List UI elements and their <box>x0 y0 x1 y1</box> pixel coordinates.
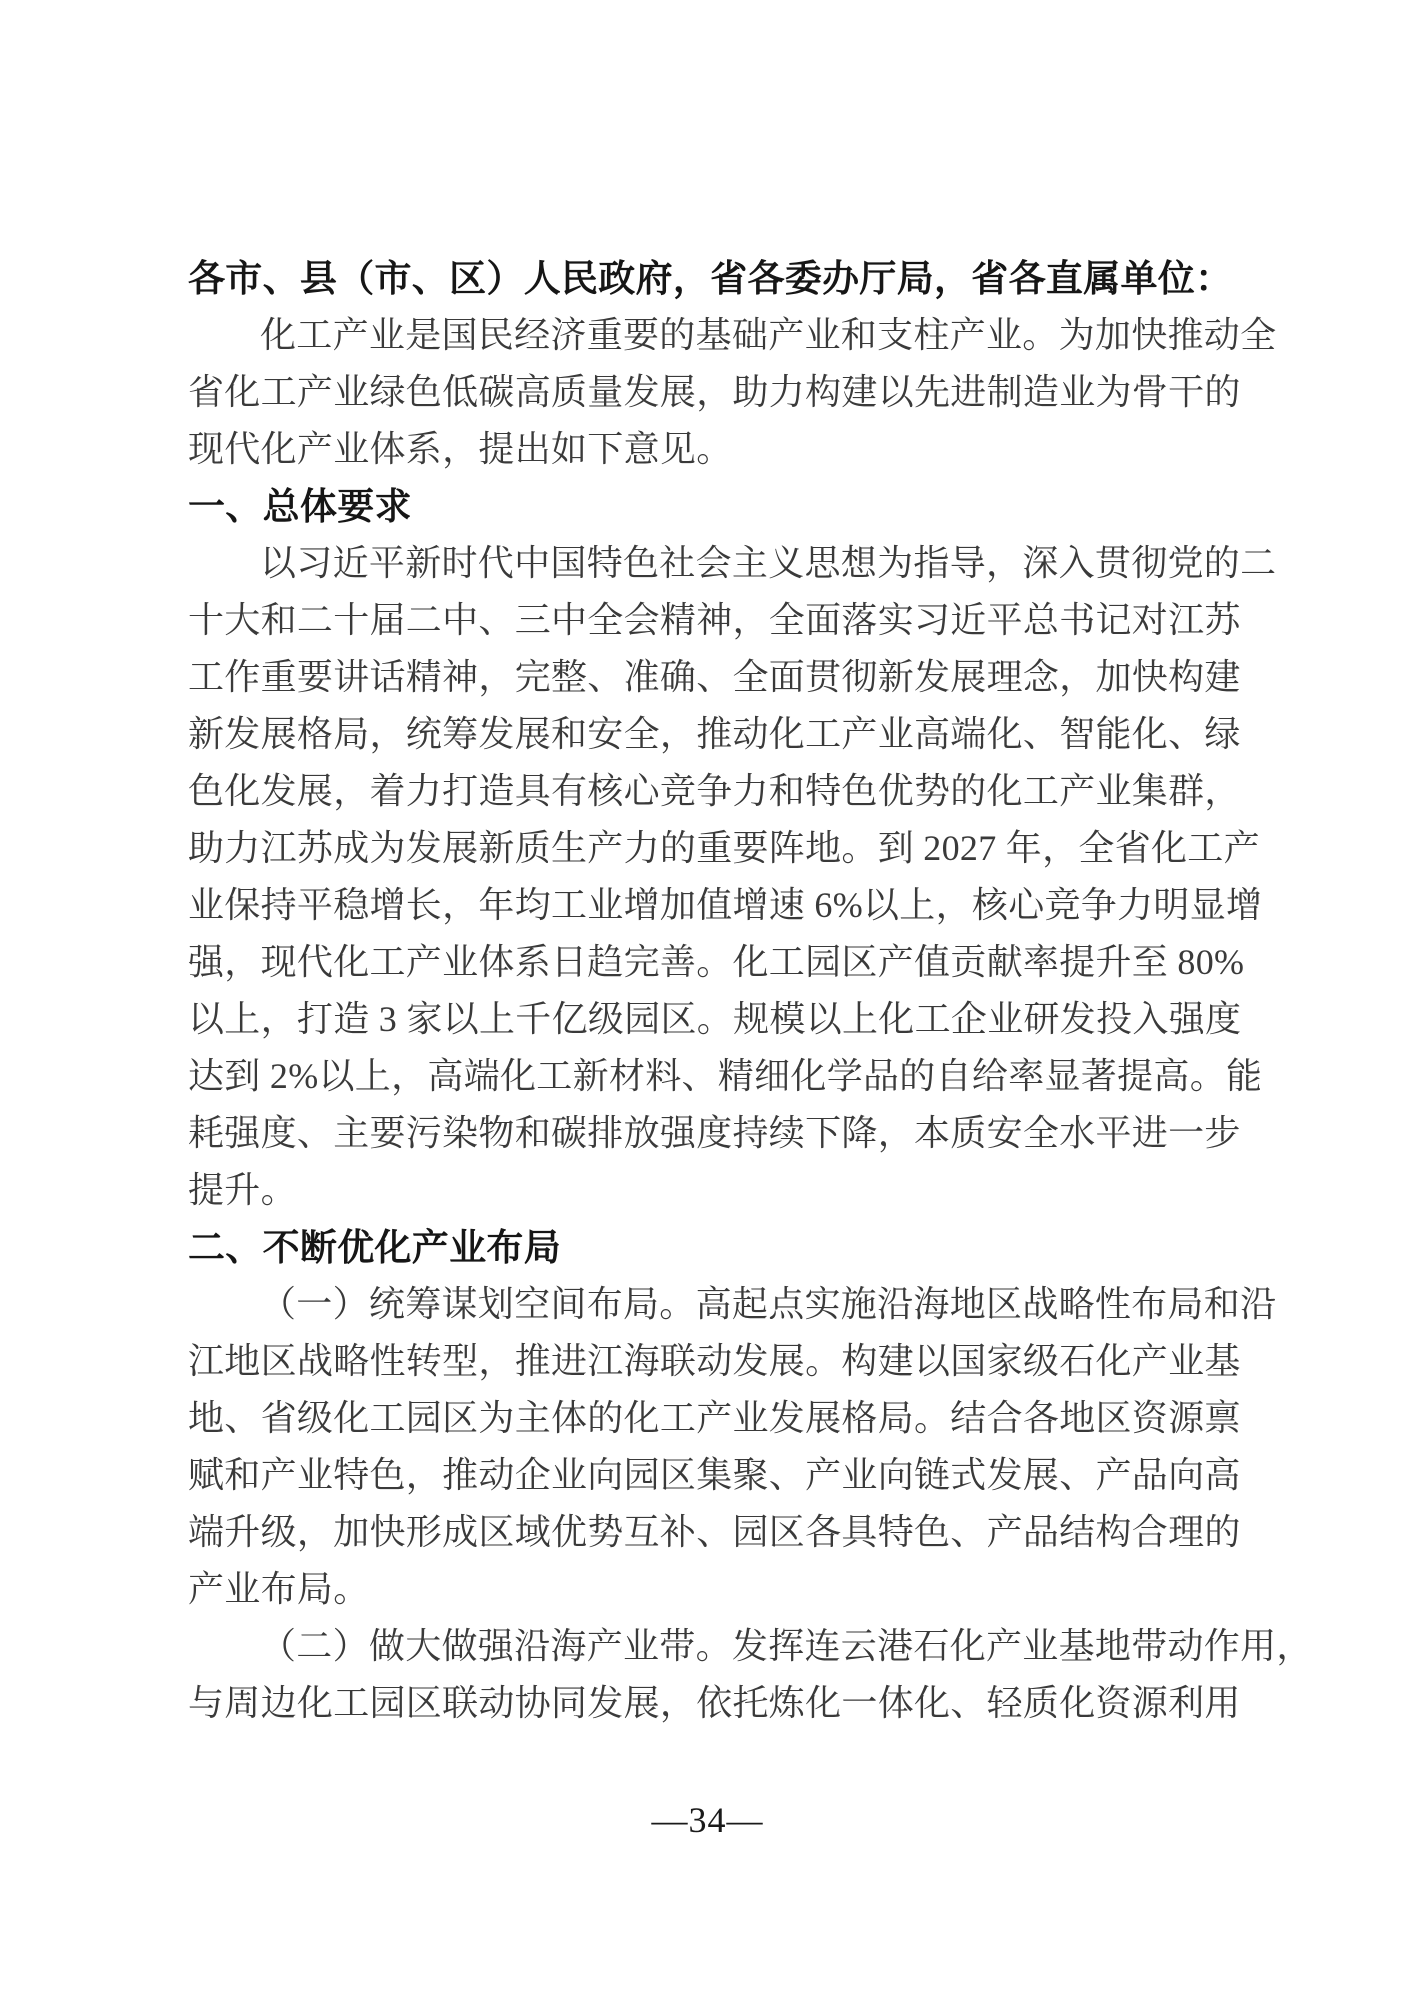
text-line: 各市、县（市、区）人民政府，省各委办厅局，省各直属单位： <box>188 258 1233 299</box>
text-line: 产业布局。 <box>188 1569 370 1609</box>
page-number: —34— <box>651 1800 764 1840</box>
text-line: 赋和产业特色，推动企业向园区集聚、产业向链式发展、产品向高 <box>188 1455 1241 1495</box>
text-line: 地、省级化工园区为主体的化工产业发展格局。结合各地区资源禀 <box>188 1398 1241 1438</box>
text-line: 现代化产业体系，提出如下意见。 <box>188 429 733 469</box>
text-line: 提升。 <box>188 1170 297 1210</box>
text-line: 以上，打造 3 家以上千亿级园区。规模以上化工企业研发投入强度 <box>188 999 1242 1039</box>
text-line: 达到 2%以上，高端化工新材料、精细化学品的自给率显著提高。能 <box>188 1056 1263 1096</box>
text-line: （二）做大做强沿海产业带。发挥连云港石化产业基地带动作用， <box>260 1626 1313 1666</box>
text-line: 助力江苏成为发展新质生产力的重要阵地。到 2027 年，全省化工产 <box>188 828 1260 868</box>
text-line: 一、总体要求 <box>188 486 412 527</box>
document-text-block <box>188 250 1313 1732</box>
text-line: 新发展格局，统筹发展和安全，推动化工产业高端化、智能化、绿 <box>188 714 1241 754</box>
text-line: 耗强度、主要污染物和碳排放强度持续下降，本质安全水平进一步 <box>188 1113 1241 1153</box>
text-line: 以习近平新时代中国特色社会主义思想为指导，深入贯彻党的二 <box>260 543 1277 583</box>
text-line: （一）统筹谋划空间布局。高起点实施沿海地区战略性布局和沿 <box>260 1284 1277 1324</box>
text-line: 业保持平稳增长，年均工业增加值增速 6%以上，核心竞争力明显增 <box>188 885 1263 925</box>
text-line: 江地区战略性转型，推进江海联动发展。构建以国家级石化产业基 <box>188 1341 1241 1381</box>
text-line: 工作重要讲话精神，完整、准确、全面贯彻新发展理念，加快构建 <box>188 657 1241 697</box>
text-line: 端升级，加快形成区域优势互补、园区各具特色、产品结构合理的 <box>188 1512 1241 1552</box>
text-line: 二、不断优化产业布局 <box>188 1227 561 1268</box>
text-line: 色化发展，着力打造具有核心竞争力和特色优势的化工产业集群， <box>188 771 1241 811</box>
text-line: 十大和二十届二中、三中全会精神，全面落实习近平总书记对江苏 <box>188 600 1241 640</box>
text-line: 强，现代化工产业体系日趋完善。化工园区产值贡献率提升至 80% <box>188 942 1245 982</box>
text-line: 与周边化工园区联动协同发展，依托炼化一体化、轻质化资源利用 <box>188 1683 1241 1723</box>
text-line: 化工产业是国民经济重要的基础产业和支柱产业。为加快推动全 <box>260 315 1277 355</box>
text-line: 省化工产业绿色低碳高质量发展，助力构建以先进制造业为骨干的 <box>188 372 1241 412</box>
